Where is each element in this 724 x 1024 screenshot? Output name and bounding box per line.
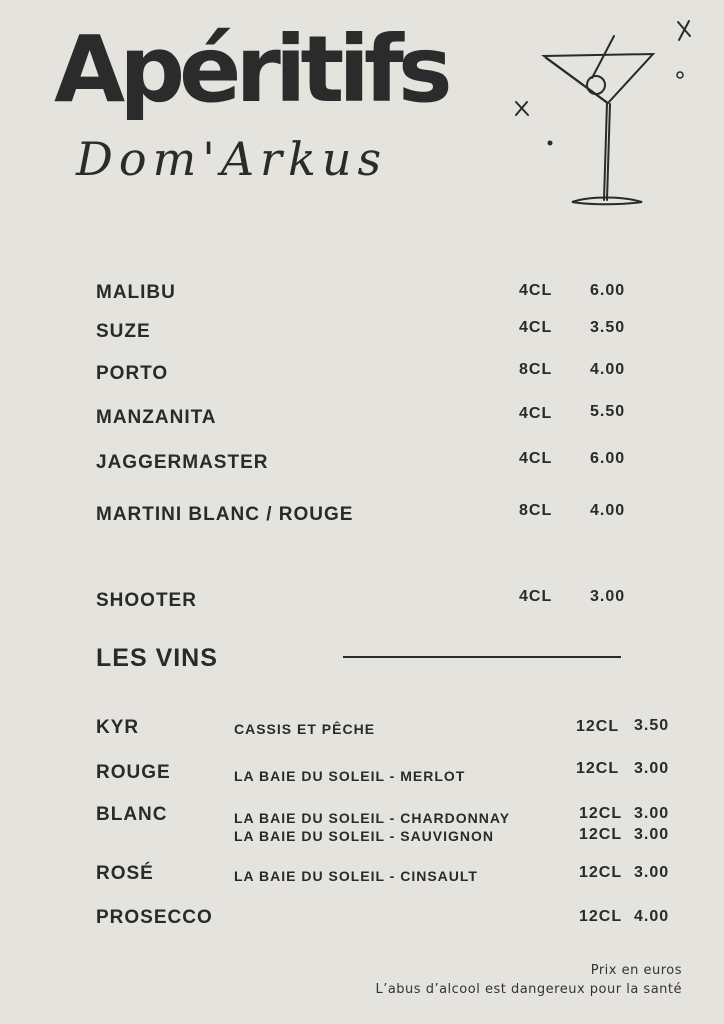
aperitif-name: JAGGERMASTER xyxy=(96,452,269,473)
aperitif-name: PORTO xyxy=(96,363,169,384)
wine-volume: 12CL xyxy=(576,760,620,777)
wine-volume: 12CL xyxy=(579,908,623,925)
aperitif-volume: 8CL xyxy=(519,502,553,519)
menu-title: Apéritifs xyxy=(54,16,447,123)
wine-name: ROSÉ xyxy=(96,863,154,884)
aperitif-price: 4.00 xyxy=(590,361,626,378)
wine-description: LA BAIE DU SOLEIL - CINSAULT xyxy=(234,868,478,884)
wine-name: PROSECCO xyxy=(96,907,213,928)
aperitif-volume: 4CL xyxy=(519,319,553,336)
aperitif-name: MARTINI BLANC / ROUGE xyxy=(96,504,354,525)
currency-note: Prix en euros xyxy=(590,963,682,978)
health-warning: L’abus d’alcool est dangereux pour la santé xyxy=(375,982,682,997)
aperitif-name: MALIBU xyxy=(96,282,176,303)
wine-price: 3.00 xyxy=(634,864,670,881)
aperitif-price: 6.00 xyxy=(590,282,626,299)
wine-price: 3.50 xyxy=(634,717,670,734)
wine-price: 4.00 xyxy=(634,908,670,925)
wine-volume: 12CL xyxy=(579,805,623,822)
wine-price: 3.00 xyxy=(634,826,670,843)
aperitif-name: SHOOTER xyxy=(96,590,197,611)
wine-description: LA BAIE DU SOLEIL - CHARDONNAY xyxy=(234,810,511,826)
aperitif-volume: 4CL xyxy=(519,588,553,605)
cocktail-glass-icon xyxy=(510,14,700,214)
wine-description: LA BAIE DU SOLEIL - MERLOT xyxy=(234,768,466,784)
aperitif-volume: 8CL xyxy=(519,361,553,378)
wine-name: KYR xyxy=(96,717,140,738)
section-title-wines: LES VINS xyxy=(96,644,218,672)
aperitif-name: SUZE xyxy=(96,321,151,342)
wine-description: LA BAIE DU SOLEIL - SAUVIGNON xyxy=(234,828,495,844)
wine-volume: 12CL xyxy=(576,718,620,735)
aperitif-price: 5.50 xyxy=(590,403,626,420)
menu-subtitle: Dom'Arkus xyxy=(76,132,388,186)
aperitif-volume: 4CL xyxy=(519,450,553,467)
wine-price: 3.00 xyxy=(634,805,670,822)
aperitif-volume: 4CL xyxy=(519,405,553,422)
aperitif-price: 3.00 xyxy=(590,588,626,605)
wine-volume: 12CL xyxy=(579,864,623,881)
wine-name: BLANC xyxy=(96,804,168,825)
wine-volume: 12CL xyxy=(579,826,623,843)
aperitif-volume: 4CL xyxy=(519,282,553,299)
aperitif-price: 4.00 xyxy=(590,502,626,519)
section-divider xyxy=(343,656,621,658)
aperitif-price: 6.00 xyxy=(590,450,626,467)
aperitif-price: 3.50 xyxy=(590,319,626,336)
wine-name: ROUGE xyxy=(96,762,171,783)
aperitif-name: MANZANITA xyxy=(96,407,217,428)
wine-price: 3.00 xyxy=(634,760,670,777)
wine-description: CASSIS ET PÊCHE xyxy=(234,721,376,737)
